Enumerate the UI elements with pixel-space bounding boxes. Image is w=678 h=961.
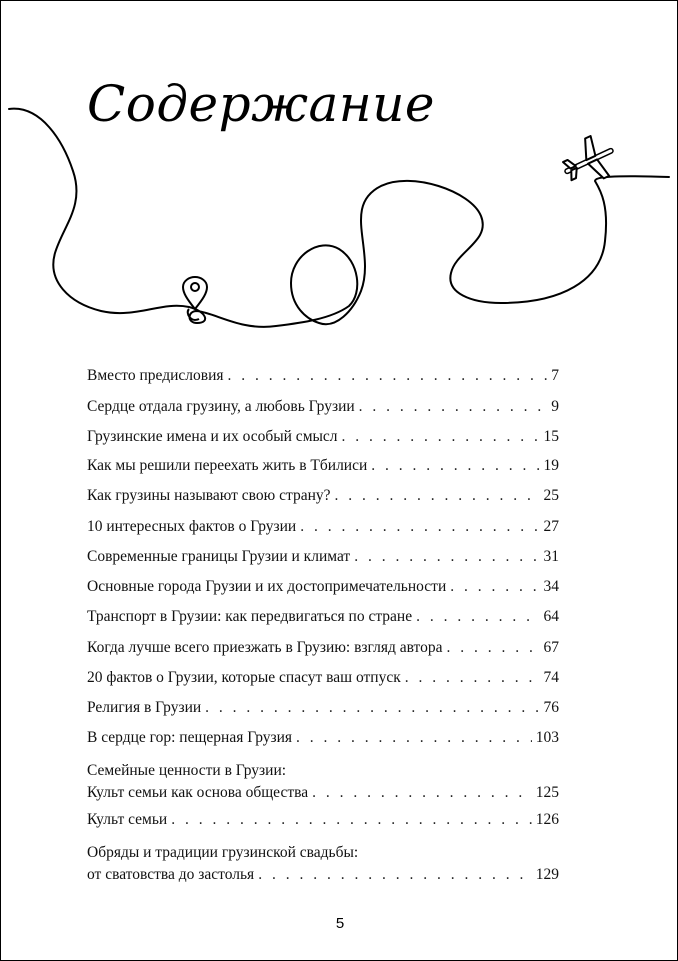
toc-leader-dots [405, 667, 540, 689]
toc-entry-page: 25 [543, 487, 559, 504]
airplane-icon [558, 131, 620, 191]
toc-leader-dots [342, 426, 540, 448]
toc-entry-page: 15 [543, 428, 559, 445]
toc-entry-title: Религия в Грузии [87, 699, 202, 716]
toc-entry[interactable] [87, 697, 559, 719]
toc-entry[interactable] [87, 809, 559, 831]
toc-leader-dots [171, 809, 532, 831]
toc-entry-title: В сердце гор: пещерная Грузия [87, 729, 293, 746]
toc-leader-dots [312, 782, 532, 804]
toc-entry-page: 125 [535, 784, 559, 801]
toc-entry[interactable] [87, 485, 559, 507]
toc-entry-title: Когда лучше всего приезжать в Грузию: взгляд автора [87, 639, 443, 656]
toc-entry[interactable] [87, 455, 559, 477]
page-title: Содержание [87, 75, 436, 133]
flight-path-line [9, 109, 669, 327]
toc-leader-dots [416, 606, 539, 628]
toc-entry-title: Грузинские имена и их особый смысл [87, 428, 338, 445]
toc-entry[interactable] [87, 760, 559, 804]
toc-entry-page: 76 [543, 699, 559, 716]
toc-entry-title: Вместо предисловия [87, 367, 224, 384]
toc-entry-page: 19 [543, 457, 559, 474]
toc-entry-title: Как грузины называют свою страну? [87, 487, 331, 504]
toc-entry-title: 10 интересных фактов о Грузии [87, 518, 297, 535]
toc-entry-title: Основные города Грузии и их достопримечательности [87, 578, 447, 595]
toc-leader-dots [296, 727, 532, 749]
toc-entry-page: 27 [543, 518, 559, 535]
toc-entry-title: Культ семьи как основа общества [87, 784, 309, 801]
toc-entry-title: Транспорт в Грузии: как передвигаться по стране [87, 608, 413, 625]
toc-entry-page: 64 [543, 608, 559, 625]
toc-leader-dots [359, 396, 548, 418]
toc-entry-page: 67 [543, 639, 559, 656]
flight-path-illustration [1, 1, 678, 361]
toc-entry[interactable] [87, 396, 559, 418]
toc-entry-title: Как мы решили переехать жить в Тбилиси [87, 457, 368, 474]
toc-entry-page: 31 [543, 548, 559, 565]
toc-entry-title: Культ семьи [87, 811, 168, 828]
toc-entry[interactable] [87, 516, 559, 538]
toc-entry-page: 9 [551, 398, 559, 415]
toc-entry[interactable] [87, 365, 559, 387]
toc-entry-title-first-line: Семейные ценности в Грузии: [87, 762, 287, 779]
toc-entry[interactable] [87, 546, 559, 568]
toc-leader-dots [447, 637, 540, 659]
toc-entry-title: от сватовства до застолья [87, 866, 255, 883]
toc-leader-dots [228, 365, 548, 387]
toc-entry-page: 7 [551, 367, 559, 384]
toc-entry[interactable] [87, 667, 559, 689]
toc-entry[interactable] [87, 426, 559, 448]
toc-leader-dots [450, 576, 539, 598]
toc-entry[interactable] [87, 606, 559, 628]
toc-entry-page: 74 [543, 669, 559, 686]
toc-entry-page: 34 [543, 578, 559, 595]
toc-entry-page: 129 [535, 866, 559, 883]
toc-entry-title-first-line: Обряды и традиции грузинской свадьбы: [87, 844, 359, 861]
toc-entry-page: 126 [535, 811, 559, 828]
toc-entry[interactable] [87, 576, 559, 598]
toc-entry-title: Сердце отдала грузину, а любовь Грузии [87, 398, 355, 415]
toc-leader-dots [258, 864, 532, 886]
toc-entry[interactable] [87, 727, 559, 749]
toc-entry-title: Современные границы Грузии и климат [87, 548, 351, 565]
page-number: 5 [335, 915, 345, 932]
toc-entry[interactable] [87, 842, 559, 886]
toc-entry-title: 20 фактов о Грузии, которые спасут ваш отпуск [87, 669, 401, 686]
toc-entry[interactable] [87, 637, 559, 659]
toc-entry-page: 103 [535, 729, 559, 746]
toc-leader-dots [300, 516, 539, 538]
toc-leader-dots [205, 697, 539, 719]
toc-leader-dots [354, 546, 539, 568]
toc-leader-dots [371, 455, 539, 477]
toc-leader-dots [335, 485, 540, 507]
